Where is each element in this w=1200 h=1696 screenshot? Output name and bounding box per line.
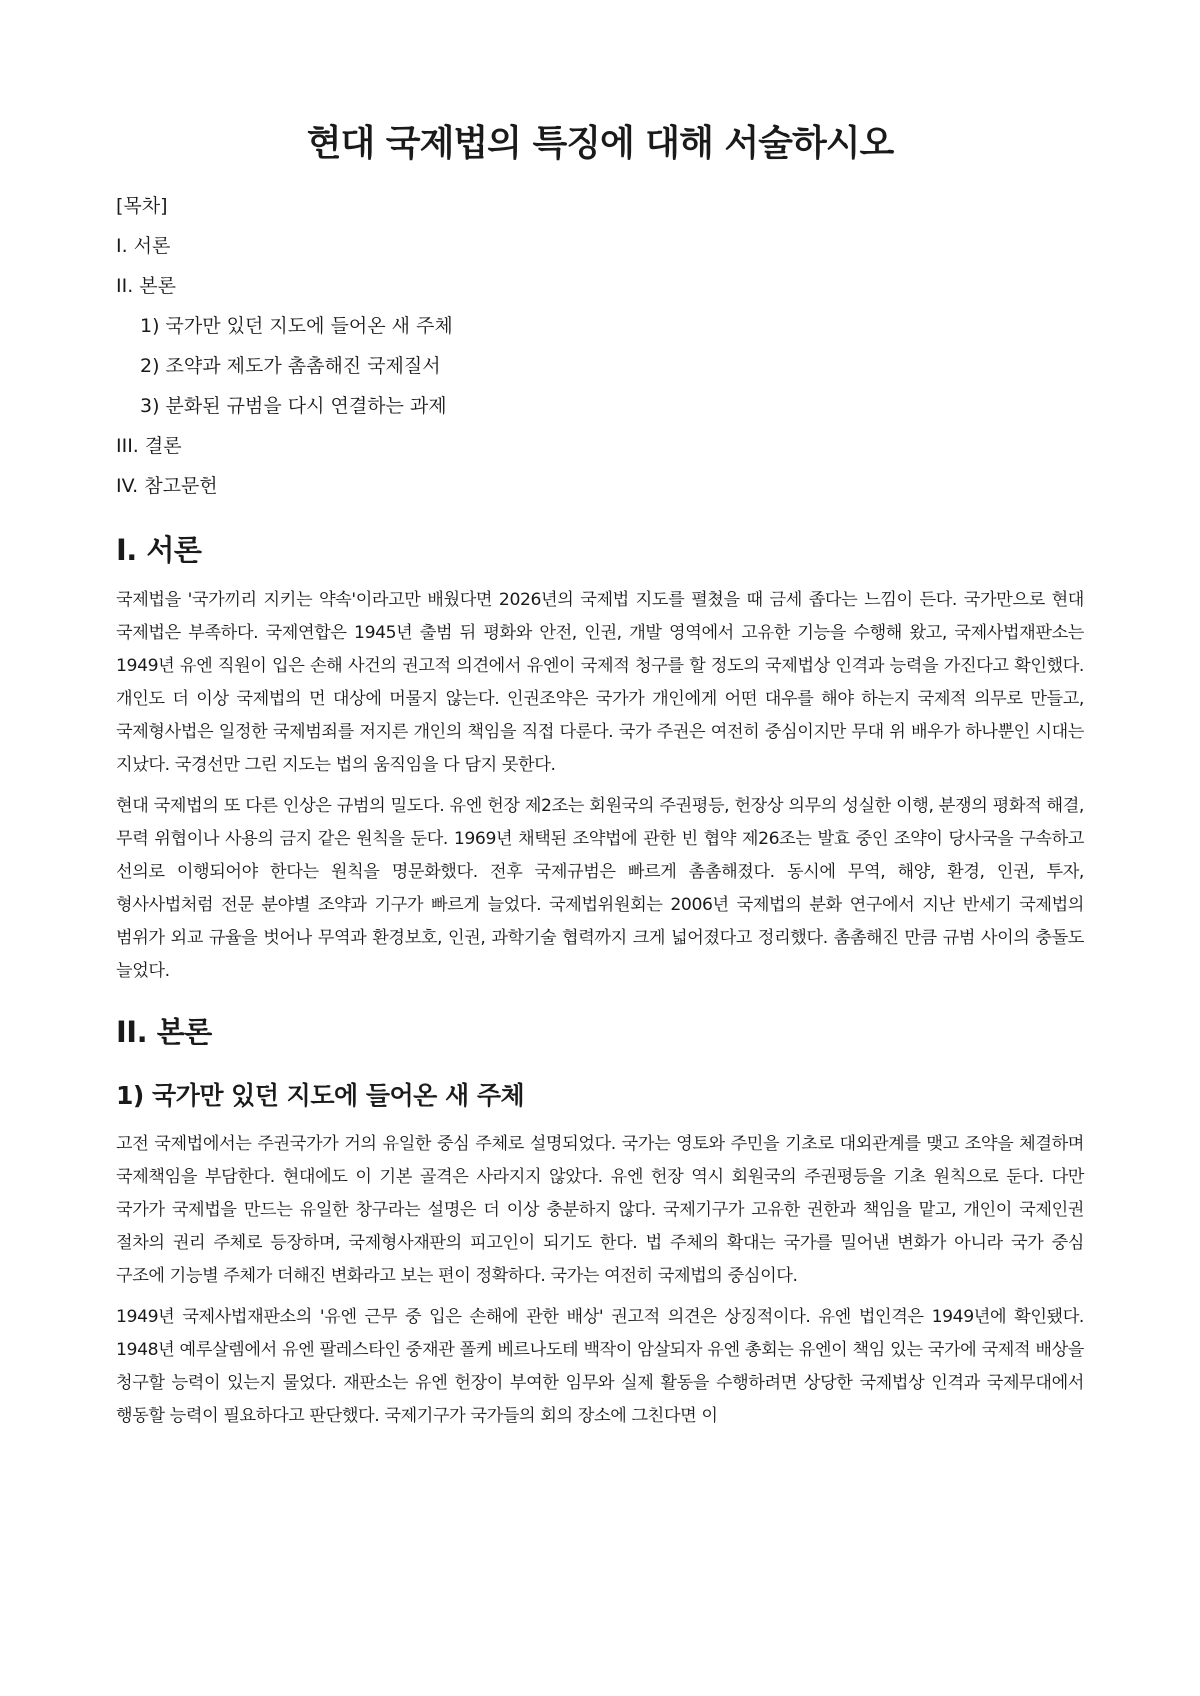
intro-paragraph-2: 현대 국제법의 또 다른 인상은 규범의 밀도다. 유엔 헌장 제2조는 회원국의 주권평등, 헌장상 의무의 성실한 이행, 분쟁의 평화적 해결, 무력 위협이나 사용의 금지 같은 원칙을 둔다. 1969년 채택된 조약법에 관한 빈 협약 제26조는 발효 중인 조약이 당사국을 구속하고 선의로 이행되어야 한다는 원칙을 명문화했다. 전후 국제규범은 빠르게 촘촘해졌다. 동시에 무역, 해양, 환경, 인권, 투자, 형사사법처럼 전문 분야별 조약과 기구가 빠르게 늘었다. 국제법위원회는 2006년 국제법의 분화 연구에서 지난 반세기 국제법의 범위가 외교 규율을 벗어나 무역과 환경보호, 인권, 과학기술 협력까지 크게 넓어졌다고 정리했다. 촘촘해진 만큼 규범 사이의 충돌도 늘었다. xyxy=(116,796,1084,981)
toc-item-body-2: 2) 조약과 제도가 촘촘해진 국제질서 xyxy=(140,355,441,377)
toc-item-body: II. 본론 xyxy=(116,275,176,297)
intro-paragraph-1: 국제법을 '국가끼리 지키는 약속'이라고만 배웠다면 2026년의 국제법 지도를 펼쳤을 때 금세 좁다는 느낌이 든다. 국가만으로 현대 국제법은 부족하다. 국제연합은 1945년 출범 뒤 평화와 안전, 인권, 개발 영역에서 고유한 기능을 수행해 왔고, 국제사법재판소는 1949년 유엔 직원이 입은 손해 사건의 권고적 의견에서 유엔이 국제적 청구를 할 정도의 국제법상 인격과 능력을 가진다고 확인했다. 개인도 더 이상 국제법의 먼 대상에 머물지 않는다. 인권조약은 국가가 개인에게 어떤 대우를 해야 하는지 국제적 의무로 만들고, 국제형사법은 일정한 국제범죄를 저지른 개인의 책임을 직접 다룬다. 국가 주권은 여전히 중심이지만 무대 위 배우가 하나뿐인 시대는 지났다. 국경선만 그린 지도는 법의 움직임을 다 담지 못한다. xyxy=(116,590,1084,775)
toc-heading: [목차] xyxy=(116,195,168,217)
toc-item-body-1: 1) 국가만 있던 지도에 들어온 새 주체 xyxy=(140,315,453,337)
document-title: 현대 국제법의 특징에 대해 서술하시오 xyxy=(306,123,894,164)
section-heading-body: II. 본론 xyxy=(116,1015,212,1049)
table-of-contents xyxy=(116,186,1084,506)
body-sub1-paragraph-2: 1949년 국제사법재판소의 '유엔 근무 중 입은 손해에 관한 배상' 권고적 의견은 상징적이다. 유엔 법인격은 1949년에 확인됐다. 1948년 예루살렘에서 유엔 팔레스타인 중재관 폴케 베르나도테 백작이 암살되자 유엔 총회는 유엔이 책임 있는 국가에 국제적 배상을 청구할 능력이 있는지 물었다. 재판소는 유엔 헌장이 부여한 임무와 실제 활동을 수행하려면 상당한 국제법상 인격과 국제무대에서 행동할 능력이 필요하다고 판단했다. 국제기구가 국가들의 회의 장소에 그친다면 이 xyxy=(116,1307,1084,1426)
section-heading-intro: I. 서론 xyxy=(116,533,202,567)
toc-item-references: IV. 참고문헌 xyxy=(116,475,218,497)
body-sub1-paragraph-1: 고전 국제법에서는 주권국가가 거의 유일한 중심 주체로 설명되었다. 국가는 영토와 주민을 기초로 대외관계를 맺고 조약을 체결하며 국제책임을 부담한다. 현대에도 이 기본 골격은 사라지지 않았다. 유엔 헌장 역시 회원국의 주권평등을 기초 원칙으로 둔다. 다만 국가가 국제법을 만드는 유일한 창구라는 설명은 더 이상 충분하지 않다. 국제기구가 고유한 권한과 책임을 맡고, 개인이 국제인권 절차의 권리 주체로 등장하며, 국제형사재판의 피고인이 되기도 한다. 법 주체의 확대는 국가를 밀어낸 변화가 아니라 국가 중심 구조에 기능별 주체가 더해진 변화라고 보는 편이 정확하다. 국가는 여전히 국제법의 중심이다. xyxy=(116,1134,1084,1286)
subsection-heading-1: 1) 국가만 있던 지도에 들어온 새 주체 xyxy=(116,1081,525,1110)
toc-item-body-3: 3) 분화된 규범을 다시 연결하는 과제 xyxy=(140,395,447,417)
toc-item-intro: I. 서론 xyxy=(116,235,171,257)
toc-item-conclusion: III. 결론 xyxy=(116,435,182,457)
